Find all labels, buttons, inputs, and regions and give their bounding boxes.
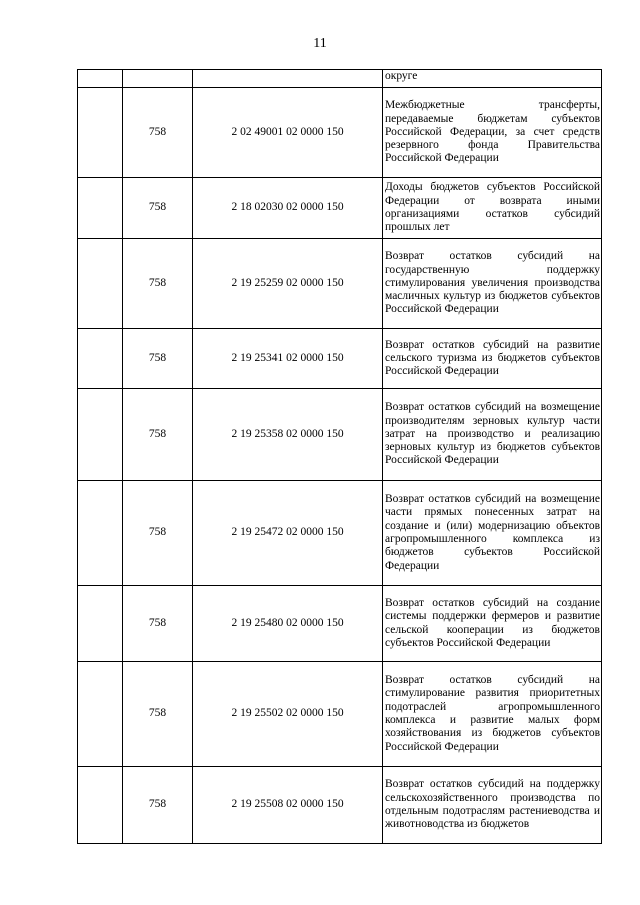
admin-code-cell: 758 [123, 389, 193, 481]
row-number-cell [78, 88, 123, 178]
row-number-cell [78, 481, 123, 586]
revenue-name-cell: Межбюджетные трансферты, передаваемые бюджетам субъектов Российской Федерации, за счет средств резервного фонда Правительства Российской Федерации [383, 88, 602, 178]
row-number-cell [78, 389, 123, 481]
budget-code-cell: 2 19 25480 02 0000 150 [193, 586, 383, 662]
table-row [78, 178, 602, 239]
revenue-name-cell: Возврат остатков субсидий на создание системы поддержки фермеров и развитие сельской кооперации из бюджетов субъектов Российской Федерации [383, 586, 602, 662]
admin-code-cell: 758 [123, 239, 193, 329]
budget-code-cell: 2 19 25502 02 0000 150 [193, 662, 383, 767]
row-number-cell [78, 239, 123, 329]
table-row [78, 70, 602, 88]
admin-code-cell: 758 [123, 329, 193, 389]
table-row [78, 329, 602, 389]
table-row [78, 662, 602, 767]
budget-code-cell: 2 19 25341 02 0000 150 [193, 329, 383, 389]
revenue-name-cell: Возврат остатков субсидий на поддержку сельскохозяйственного производства по отдельным подотраслям растениеводства и животноводства из бюджетов [383, 767, 602, 844]
row-number-cell [78, 70, 123, 88]
row-number-cell [78, 329, 123, 389]
table-row [78, 767, 602, 844]
budget-code-cell: 2 19 25358 02 0000 150 [193, 389, 383, 481]
row-number-cell [78, 662, 123, 767]
revenue-name-cell: Возврат остатков субсидий на государственную поддержку стимулирования увеличения производства масличных культур из бюджетов субъектов Российской Федерации [383, 239, 602, 329]
admin-code-cell: 758 [123, 88, 193, 178]
table-row [78, 239, 602, 329]
admin-code-cell: 758 [123, 586, 193, 662]
budget-code-cell: 2 18 02030 02 0000 150 [193, 178, 383, 239]
revenue-name-cell: Возврат остатков субсидий на возмещение производителям зерновых культур части затрат на производство и реализацию зерновых культур из бюджетов субъектов Российской Федерации [383, 389, 602, 481]
admin-code-cell: 758 [123, 178, 193, 239]
budget-code-cell: 2 19 25508 02 0000 150 [193, 767, 383, 844]
table-row [78, 586, 602, 662]
revenue-name-cell: Возврат остатков субсидий на стимулирование развития приоритетных подотраслей агропромышленного комплекса и развитие малых форм хозяйствования из бюджетов субъектов Российской Федерации [383, 662, 602, 767]
row-number-cell [78, 178, 123, 239]
budget-code-cell: 2 02 49001 02 0000 150 [193, 88, 383, 178]
table-row [78, 389, 602, 481]
admin-code-cell: 758 [123, 481, 193, 586]
revenue-name-cell: Возврат остатков субсидий на возмещение части прямых понесенных затрат на создание и (или) модернизацию объектов агропромышленного комплекса из бюджетов субъектов Российской Федерации [383, 481, 602, 586]
revenue-name-cell: округе [383, 70, 602, 88]
page-number: 11 [313, 36, 327, 51]
admin-code-cell: 758 [123, 767, 193, 844]
row-number-cell [78, 767, 123, 844]
admin-code-cell: 758 [123, 662, 193, 767]
budget-code-cell: 2 19 25472 02 0000 150 [193, 481, 383, 586]
budget-revenue-table [77, 69, 602, 844]
budget-code-cell [193, 70, 383, 88]
revenue-name-cell: Возврат остатков субсидий на развитие сельского туризма из бюджетов субъектов Российской Федерации [383, 329, 602, 389]
admin-code-cell [123, 70, 193, 88]
row-number-cell [78, 586, 123, 662]
table-row [78, 481, 602, 586]
table-row [78, 88, 602, 178]
budget-code-cell: 2 19 25259 02 0000 150 [193, 239, 383, 329]
revenue-name-cell: Доходы бюджетов субъектов Российской Федерации от возврата иными организациями остатков субсидий прошлых лет [383, 178, 602, 239]
